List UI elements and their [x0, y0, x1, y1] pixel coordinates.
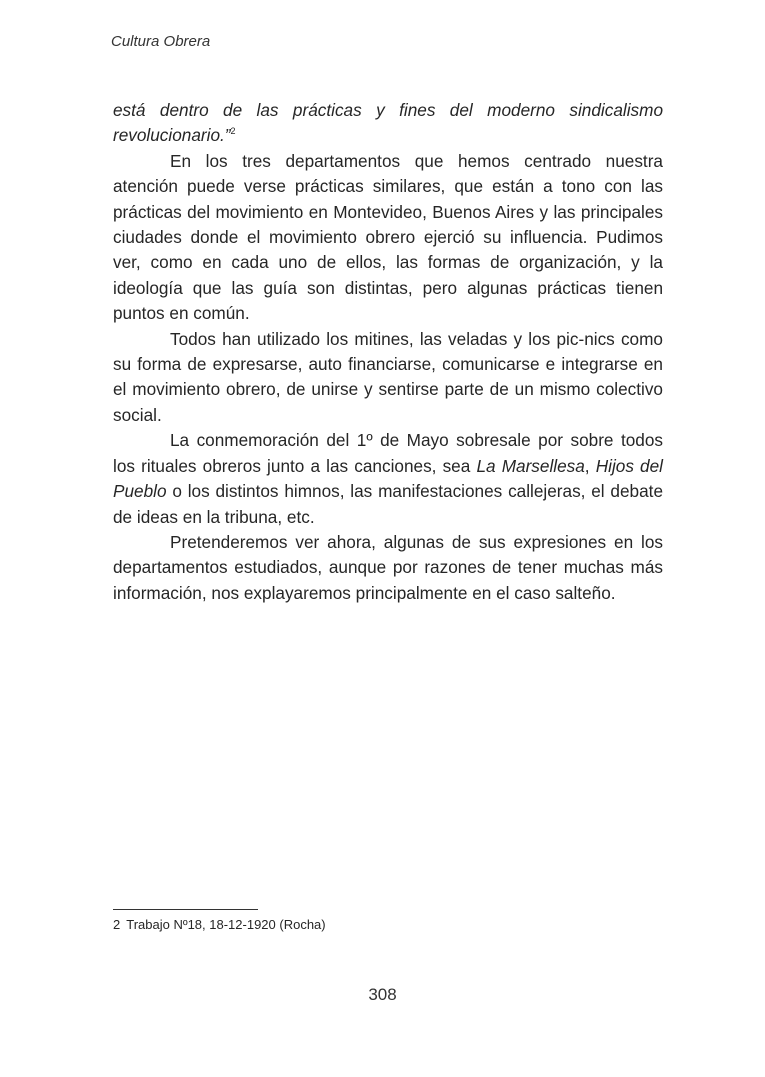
running-header: Cultura Obrera [111, 33, 211, 50]
paragraph-3 [113, 428, 663, 530]
footnote-ref[interactable]: 2 [230, 126, 236, 137]
paragraph-3-separator: , [584, 455, 596, 476]
song-title-marsellesa: La Marsellesa [476, 455, 585, 476]
footnote-text: Trabajo Nº18, 18-12-1920 (Rocha) [126, 917, 326, 932]
paragraph-3-text-b: o los distintos himnos, las manifestaciones callejeras, el debate de ideas en la tribuna, etc. [113, 481, 663, 527]
body-text [113, 98, 663, 606]
quote-continuation [113, 98, 663, 149]
paragraph-2: Todos han utilizado los mitines, las veladas y los pic-nics como su forma de expresarse, auto financiarse, comunicarse e integrarse en el movimiento obrero, de unirse y sentirse parte de un mismo colectivo social. [113, 328, 663, 425]
paragraph-3-text-a: La conmemoración del 1º de Mayo sobresale por sobre todos los rituales obreros junto a las canciones, sea [113, 430, 663, 476]
paragraph-4: Pretenderemos ver ahora, algunas de sus expresiones en los departamentos estudiados, aunque por razones de tener muchas más información, nos explayaremos principalmente en el caso salteño. [113, 531, 663, 603]
footnote [113, 916, 326, 934]
paragraph-1: En los tres departamentos que hemos centrado nuestra atención puede verse prácticas similares, que están a tono con las prácticas del movimiento en Montevideo, Buenos Aires y las principales ciudades donde el movimiento obrero ejerció su influencia. Pudimos ver, como en cada uno de ellos, las formas de organización, y la ideología que las guía son distintas, pero algunas prácticas tienen puntos en común. [113, 150, 663, 324]
footnote-number: 2 [113, 917, 121, 932]
quote-text: está dentro de las prácticas y fines del moderno sindicalismo revolucionario.” [113, 100, 663, 146]
page-number: 308 [368, 985, 397, 1004]
song-title-hijos-del-pueblo: Hijos del Pueblo [113, 455, 663, 502]
footnote-divider [113, 909, 258, 910]
